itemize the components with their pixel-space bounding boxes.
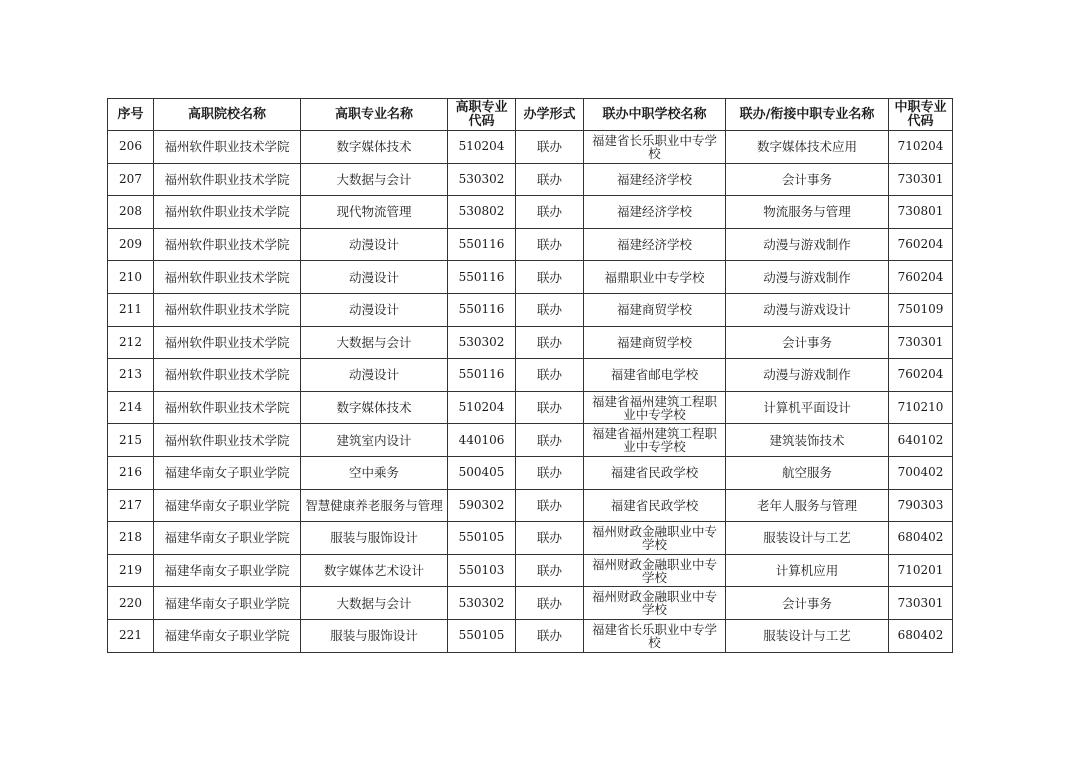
cell-partner-code: 760204 [889, 359, 953, 392]
cell-college: 福建华南女子职业学院 [154, 619, 301, 652]
cell-major: 动漫设计 [301, 293, 448, 326]
table-row [108, 228, 953, 261]
cell-partner-code: 680402 [889, 619, 953, 652]
cell-seq: 221 [108, 619, 154, 652]
cell-mode: 联办 [516, 293, 584, 326]
table-row [108, 261, 953, 294]
cell-partner-code: 750109 [889, 293, 953, 326]
cell-seq: 217 [108, 489, 154, 522]
cell-major-code: 530302 [448, 163, 516, 196]
cell-college: 福建华南女子职业学院 [154, 456, 301, 489]
table-row [108, 163, 953, 196]
table-row [108, 522, 953, 555]
cell-major: 大数据与会计 [301, 163, 448, 196]
cell-seq: 219 [108, 554, 154, 587]
cell-major: 空中乘务 [301, 456, 448, 489]
cell-partner-major: 动漫与游戏制作 [726, 359, 889, 392]
cell-mode: 联办 [516, 163, 584, 196]
cell-major: 服装与服饰设计 [301, 522, 448, 555]
cell-partner-code: 760204 [889, 228, 953, 261]
cell-seq: 216 [108, 456, 154, 489]
cell-partner-major: 数字媒体技术应用 [726, 131, 889, 164]
cell-major: 建筑室内设计 [301, 424, 448, 457]
cell-seq: 211 [108, 293, 154, 326]
cell-major: 数字媒体艺术设计 [301, 554, 448, 587]
cell-partner-code: 680402 [889, 522, 953, 555]
cell-partner-school: 福建省民政学校 [584, 489, 726, 522]
cell-major-code: 530802 [448, 196, 516, 229]
cell-college: 福州软件职业技术学院 [154, 163, 301, 196]
cell-partner-code: 760204 [889, 261, 953, 294]
cell-partner-major: 服装设计与工艺 [726, 522, 889, 555]
cell-partner-major: 动漫与游戏制作 [726, 261, 889, 294]
header-partner-code: 中职专业代码 [889, 99, 953, 131]
cell-seq: 210 [108, 261, 154, 294]
header-major: 高职专业名称 [301, 99, 448, 131]
table-row [108, 619, 953, 652]
admissions-table-sheet [107, 98, 952, 653]
cell-mode: 联办 [516, 261, 584, 294]
cell-major-code: 550103 [448, 554, 516, 587]
cell-mode: 联办 [516, 196, 584, 229]
cell-mode: 联办 [516, 131, 584, 164]
table-body [108, 131, 953, 653]
cell-mode: 联办 [516, 587, 584, 620]
cell-partner-school: 福建经济学校 [584, 228, 726, 261]
cell-partner-school: 福州财政金融职业中专学校 [584, 587, 726, 620]
cell-mode: 联办 [516, 228, 584, 261]
cell-major-code: 510204 [448, 131, 516, 164]
cell-college: 福州软件职业技术学院 [154, 391, 301, 424]
cell-college: 福建华南女子职业学院 [154, 554, 301, 587]
cell-college: 福建华南女子职业学院 [154, 489, 301, 522]
cell-college: 福州软件职业技术学院 [154, 131, 301, 164]
cell-partner-school: 福州财政金融职业中专学校 [584, 522, 726, 555]
cell-major: 动漫设计 [301, 261, 448, 294]
cell-seq: 215 [108, 424, 154, 457]
cell-college: 福州软件职业技术学院 [154, 261, 301, 294]
cell-seq: 218 [108, 522, 154, 555]
cell-partner-major: 建筑装饰技术 [726, 424, 889, 457]
cell-partner-code: 710201 [889, 554, 953, 587]
cell-college: 福州软件职业技术学院 [154, 359, 301, 392]
table-row [108, 424, 953, 457]
header-partner-school: 联办中职学校名称 [584, 99, 726, 131]
cell-partner-major: 航空服务 [726, 456, 889, 489]
cell-major-code: 530302 [448, 587, 516, 620]
cell-major-code: 550105 [448, 522, 516, 555]
cell-major-code: 550116 [448, 359, 516, 392]
cell-major-code: 550116 [448, 261, 516, 294]
cell-mode: 联办 [516, 326, 584, 359]
table-row [108, 326, 953, 359]
cell-partner-major: 会计事务 [726, 587, 889, 620]
cell-major: 大数据与会计 [301, 326, 448, 359]
cell-seq: 213 [108, 359, 154, 392]
cell-mode: 联办 [516, 391, 584, 424]
cell-partner-school: 福鼎职业中专学校 [584, 261, 726, 294]
header-seq: 序号 [108, 99, 154, 131]
cell-major: 动漫设计 [301, 228, 448, 261]
cell-major: 数字媒体技术 [301, 131, 448, 164]
cell-seq: 209 [108, 228, 154, 261]
cell-partner-code: 730301 [889, 326, 953, 359]
cell-partner-school: 福建经济学校 [584, 163, 726, 196]
cell-college: 福建华南女子职业学院 [154, 522, 301, 555]
table-row [108, 489, 953, 522]
cell-partner-major: 计算机应用 [726, 554, 889, 587]
header-row [108, 99, 953, 131]
cell-partner-major: 计算机平面设计 [726, 391, 889, 424]
cell-major-code: 530302 [448, 326, 516, 359]
cell-partner-school: 福建省民政学校 [584, 456, 726, 489]
cell-college: 福建华南女子职业学院 [154, 587, 301, 620]
cell-partner-major: 动漫与游戏设计 [726, 293, 889, 326]
cell-major: 数字媒体技术 [301, 391, 448, 424]
cell-mode: 联办 [516, 359, 584, 392]
table-header [108, 99, 953, 131]
cell-mode: 联办 [516, 619, 584, 652]
cell-partner-code: 710204 [889, 131, 953, 164]
cell-mode: 联办 [516, 489, 584, 522]
cell-seq: 214 [108, 391, 154, 424]
cell-major-code: 510204 [448, 391, 516, 424]
table-row [108, 391, 953, 424]
table-row [108, 554, 953, 587]
cell-partner-school: 福建省福州建筑工程职业中专学校 [584, 424, 726, 457]
cell-college: 福州软件职业技术学院 [154, 424, 301, 457]
cell-major-code: 440106 [448, 424, 516, 457]
header-mode: 办学形式 [516, 99, 584, 131]
table-row [108, 131, 953, 164]
cell-college: 福州软件职业技术学院 [154, 196, 301, 229]
cell-partner-code: 730301 [889, 163, 953, 196]
cell-partner-school: 福建省长乐职业中专学校 [584, 619, 726, 652]
cell-partner-code: 730801 [889, 196, 953, 229]
cell-mode: 联办 [516, 554, 584, 587]
cell-partner-major: 会计事务 [726, 163, 889, 196]
cell-major: 大数据与会计 [301, 587, 448, 620]
table-row [108, 456, 953, 489]
cell-partner-school: 福建省长乐职业中专学校 [584, 131, 726, 164]
cell-partner-code: 700402 [889, 456, 953, 489]
cell-partner-major: 动漫与游戏制作 [726, 228, 889, 261]
cell-seq: 206 [108, 131, 154, 164]
cell-major: 服装与服饰设计 [301, 619, 448, 652]
cell-college: 福州软件职业技术学院 [154, 293, 301, 326]
cell-seq: 208 [108, 196, 154, 229]
header-partner-major: 联办/衔接中职专业名称 [726, 99, 889, 131]
cell-mode: 联办 [516, 456, 584, 489]
cell-partner-school: 福建经济学校 [584, 196, 726, 229]
cell-seq: 212 [108, 326, 154, 359]
cell-major-code: 550105 [448, 619, 516, 652]
cell-major-code: 550116 [448, 293, 516, 326]
cell-partner-school: 福建省邮电学校 [584, 359, 726, 392]
table-row [108, 587, 953, 620]
cell-mode: 联办 [516, 424, 584, 457]
cell-partner-code: 710210 [889, 391, 953, 424]
cell-partner-school: 福州财政金融职业中专学校 [584, 554, 726, 587]
cell-partner-major: 服装设计与工艺 [726, 619, 889, 652]
cell-college: 福州软件职业技术学院 [154, 326, 301, 359]
header-major-code: 高职专业代码 [448, 99, 516, 131]
cell-major-code: 500405 [448, 456, 516, 489]
cell-partner-school: 福建省福州建筑工程职业中专学校 [584, 391, 726, 424]
cell-major: 动漫设计 [301, 359, 448, 392]
cell-college: 福州软件职业技术学院 [154, 228, 301, 261]
cell-major: 智慧健康养老服务与管理 [301, 489, 448, 522]
table-row [108, 196, 953, 229]
cell-partner-code: 640102 [889, 424, 953, 457]
cell-major: 现代物流管理 [301, 196, 448, 229]
cell-major-code: 550116 [448, 228, 516, 261]
cell-partner-code: 790303 [889, 489, 953, 522]
header-college: 高职院校名称 [154, 99, 301, 131]
program-table [107, 98, 953, 653]
cell-partner-school: 福建商贸学校 [584, 293, 726, 326]
cell-partner-major: 物流服务与管理 [726, 196, 889, 229]
cell-seq: 220 [108, 587, 154, 620]
cell-partner-major: 老年人服务与管理 [726, 489, 889, 522]
cell-mode: 联办 [516, 522, 584, 555]
cell-partner-school: 福建商贸学校 [584, 326, 726, 359]
cell-seq: 207 [108, 163, 154, 196]
cell-partner-code: 730301 [889, 587, 953, 620]
table-row [108, 359, 953, 392]
table-row [108, 293, 953, 326]
cell-major-code: 590302 [448, 489, 516, 522]
cell-partner-major: 会计事务 [726, 326, 889, 359]
